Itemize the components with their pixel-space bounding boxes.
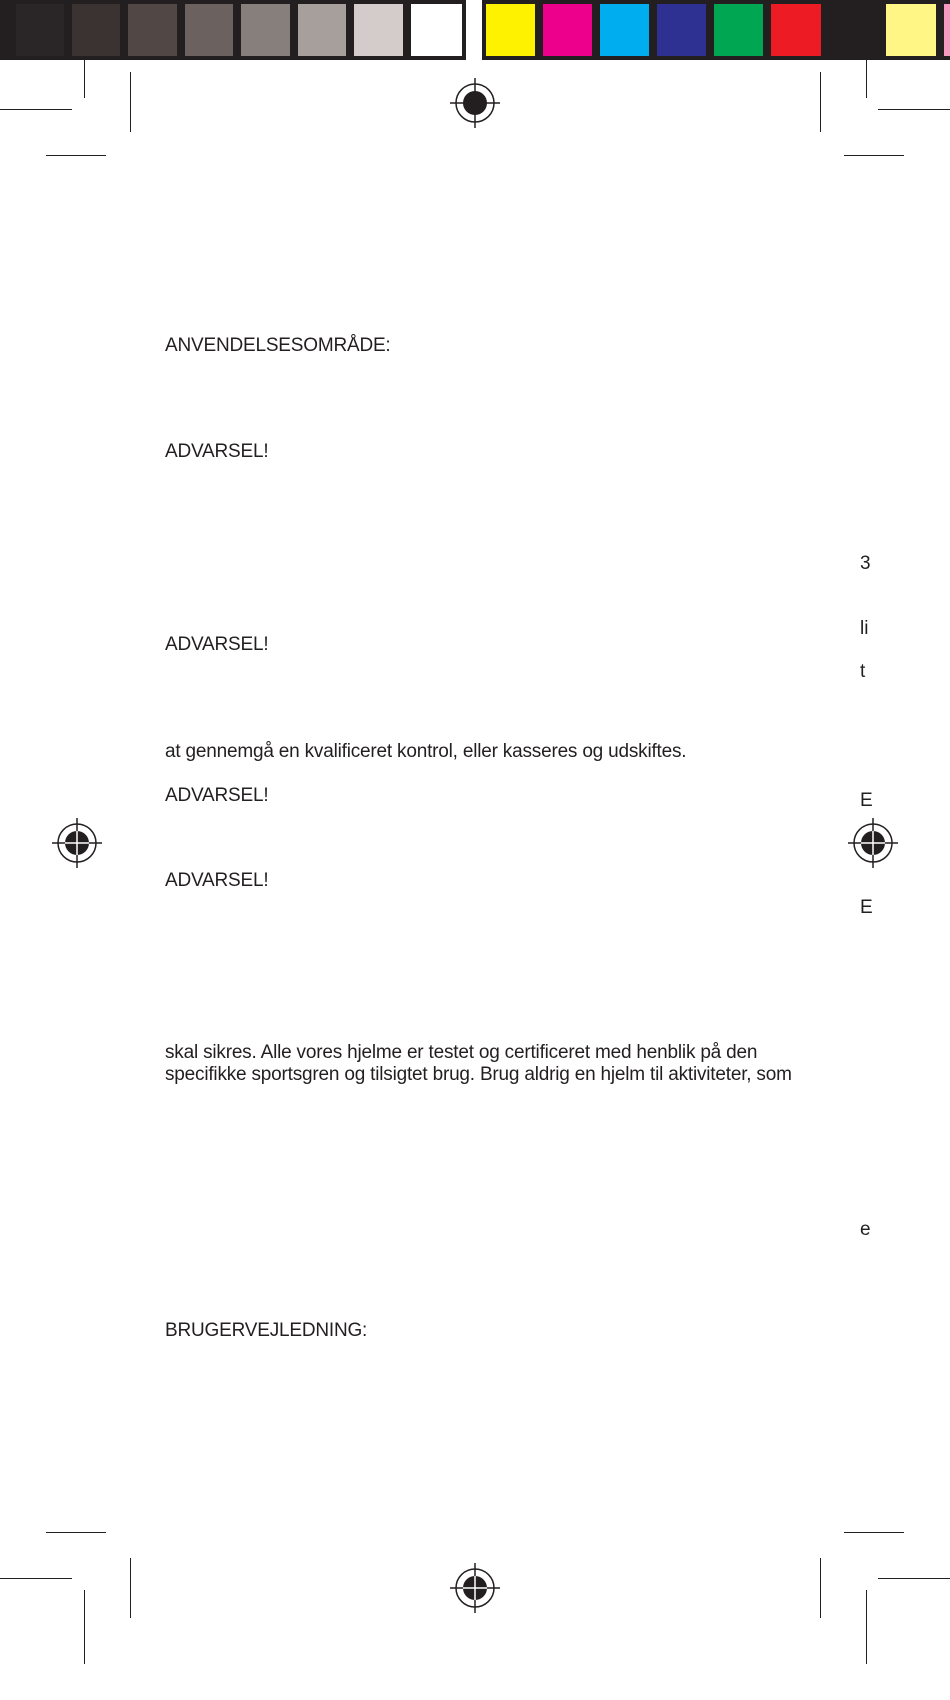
swatch-fill [657,4,706,56]
crop-mark [0,1578,72,1579]
gray-swatch-fill [241,4,290,56]
swatch-fill [543,4,592,56]
crop-mark [130,1558,131,1618]
registration-mark-icon [450,1563,500,1613]
swatch-fill [486,4,535,56]
color-calibration-bar [0,0,950,60]
gray-swatch [294,0,350,60]
crop-mark [866,60,867,98]
registration-mark-icon [450,78,500,128]
crop-mark [820,1558,821,1618]
gray-swatch [12,0,68,60]
crop-mark [130,72,131,132]
green-swatch [710,0,767,60]
crop-mark [84,60,85,98]
gray-swatch-fill [354,4,403,56]
bleed-fragment: E [860,897,873,918]
section-heading-manual: BRUGERVEJLEDNING: [165,1320,368,1341]
light-yellow-swatch [882,0,940,60]
gray-swatch [237,0,294,60]
pink-swatch [940,0,950,60]
crop-mark [820,72,821,132]
bleed-fragment: li [860,618,869,639]
body-text-line: skal sikres. Alle vores hjelme er testet og certificeret med henblik på den [165,1042,758,1063]
crop-mark [844,1532,904,1533]
gray-swatch-fill [16,4,64,56]
registration-mark-icon [848,818,898,868]
gray-swatch-fill [298,4,346,56]
warning-heading: ADVARSEL! [165,870,269,891]
gray-swatch [68,0,124,60]
section-heading-scope: ANVENDELSESOMRÅDE: [165,335,391,356]
crop-mark [46,1532,106,1533]
bleed-fragment: 3 [860,553,871,574]
crop-mark [878,1578,950,1579]
crop-mark [84,1590,85,1664]
warning-heading: ADVARSEL! [165,634,269,655]
swatch-fill [714,4,763,56]
cyan-swatch [596,0,653,60]
swatch-fill [886,4,936,56]
gray-swatch-fill [72,4,120,56]
blue-swatch [653,0,710,60]
yellow-swatch [482,0,539,60]
warning-heading: ADVARSEL! [165,785,269,806]
body-text-line: at gennemgå en kvalificeret kontrol, eller kasseres og udskiftes. [165,741,687,762]
gray-swatch [124,0,181,60]
bleed-fragment: t [860,661,866,682]
red-swatch [767,0,825,60]
gray-swatch [350,0,407,60]
gray-swatch-fill [185,4,233,56]
swatch-fill [600,4,649,56]
gray-swatch [407,0,466,60]
crop-mark [46,155,106,156]
gray-swatch [181,0,237,60]
bleed-fragment: E [860,790,873,811]
swatch-fill [944,4,950,56]
crop-mark [878,109,950,110]
body-text-line: specifikke sportsgren og tilsigtet brug. Brug aldrig en hjelm til aktiviteter, som [165,1064,792,1085]
swatch-fill [771,4,821,56]
gray-swatch-fill [411,4,462,56]
crop-mark [866,1590,867,1664]
crop-mark [844,155,904,156]
magenta-swatch [539,0,596,60]
warning-heading: ADVARSEL! [165,441,269,462]
gray-swatch-fill [128,4,177,56]
gray-swatch [0,0,12,60]
crop-mark [0,109,72,110]
black-swatch [825,0,882,60]
bleed-fragment: e [860,1219,871,1240]
registration-mark-icon [52,818,102,868]
